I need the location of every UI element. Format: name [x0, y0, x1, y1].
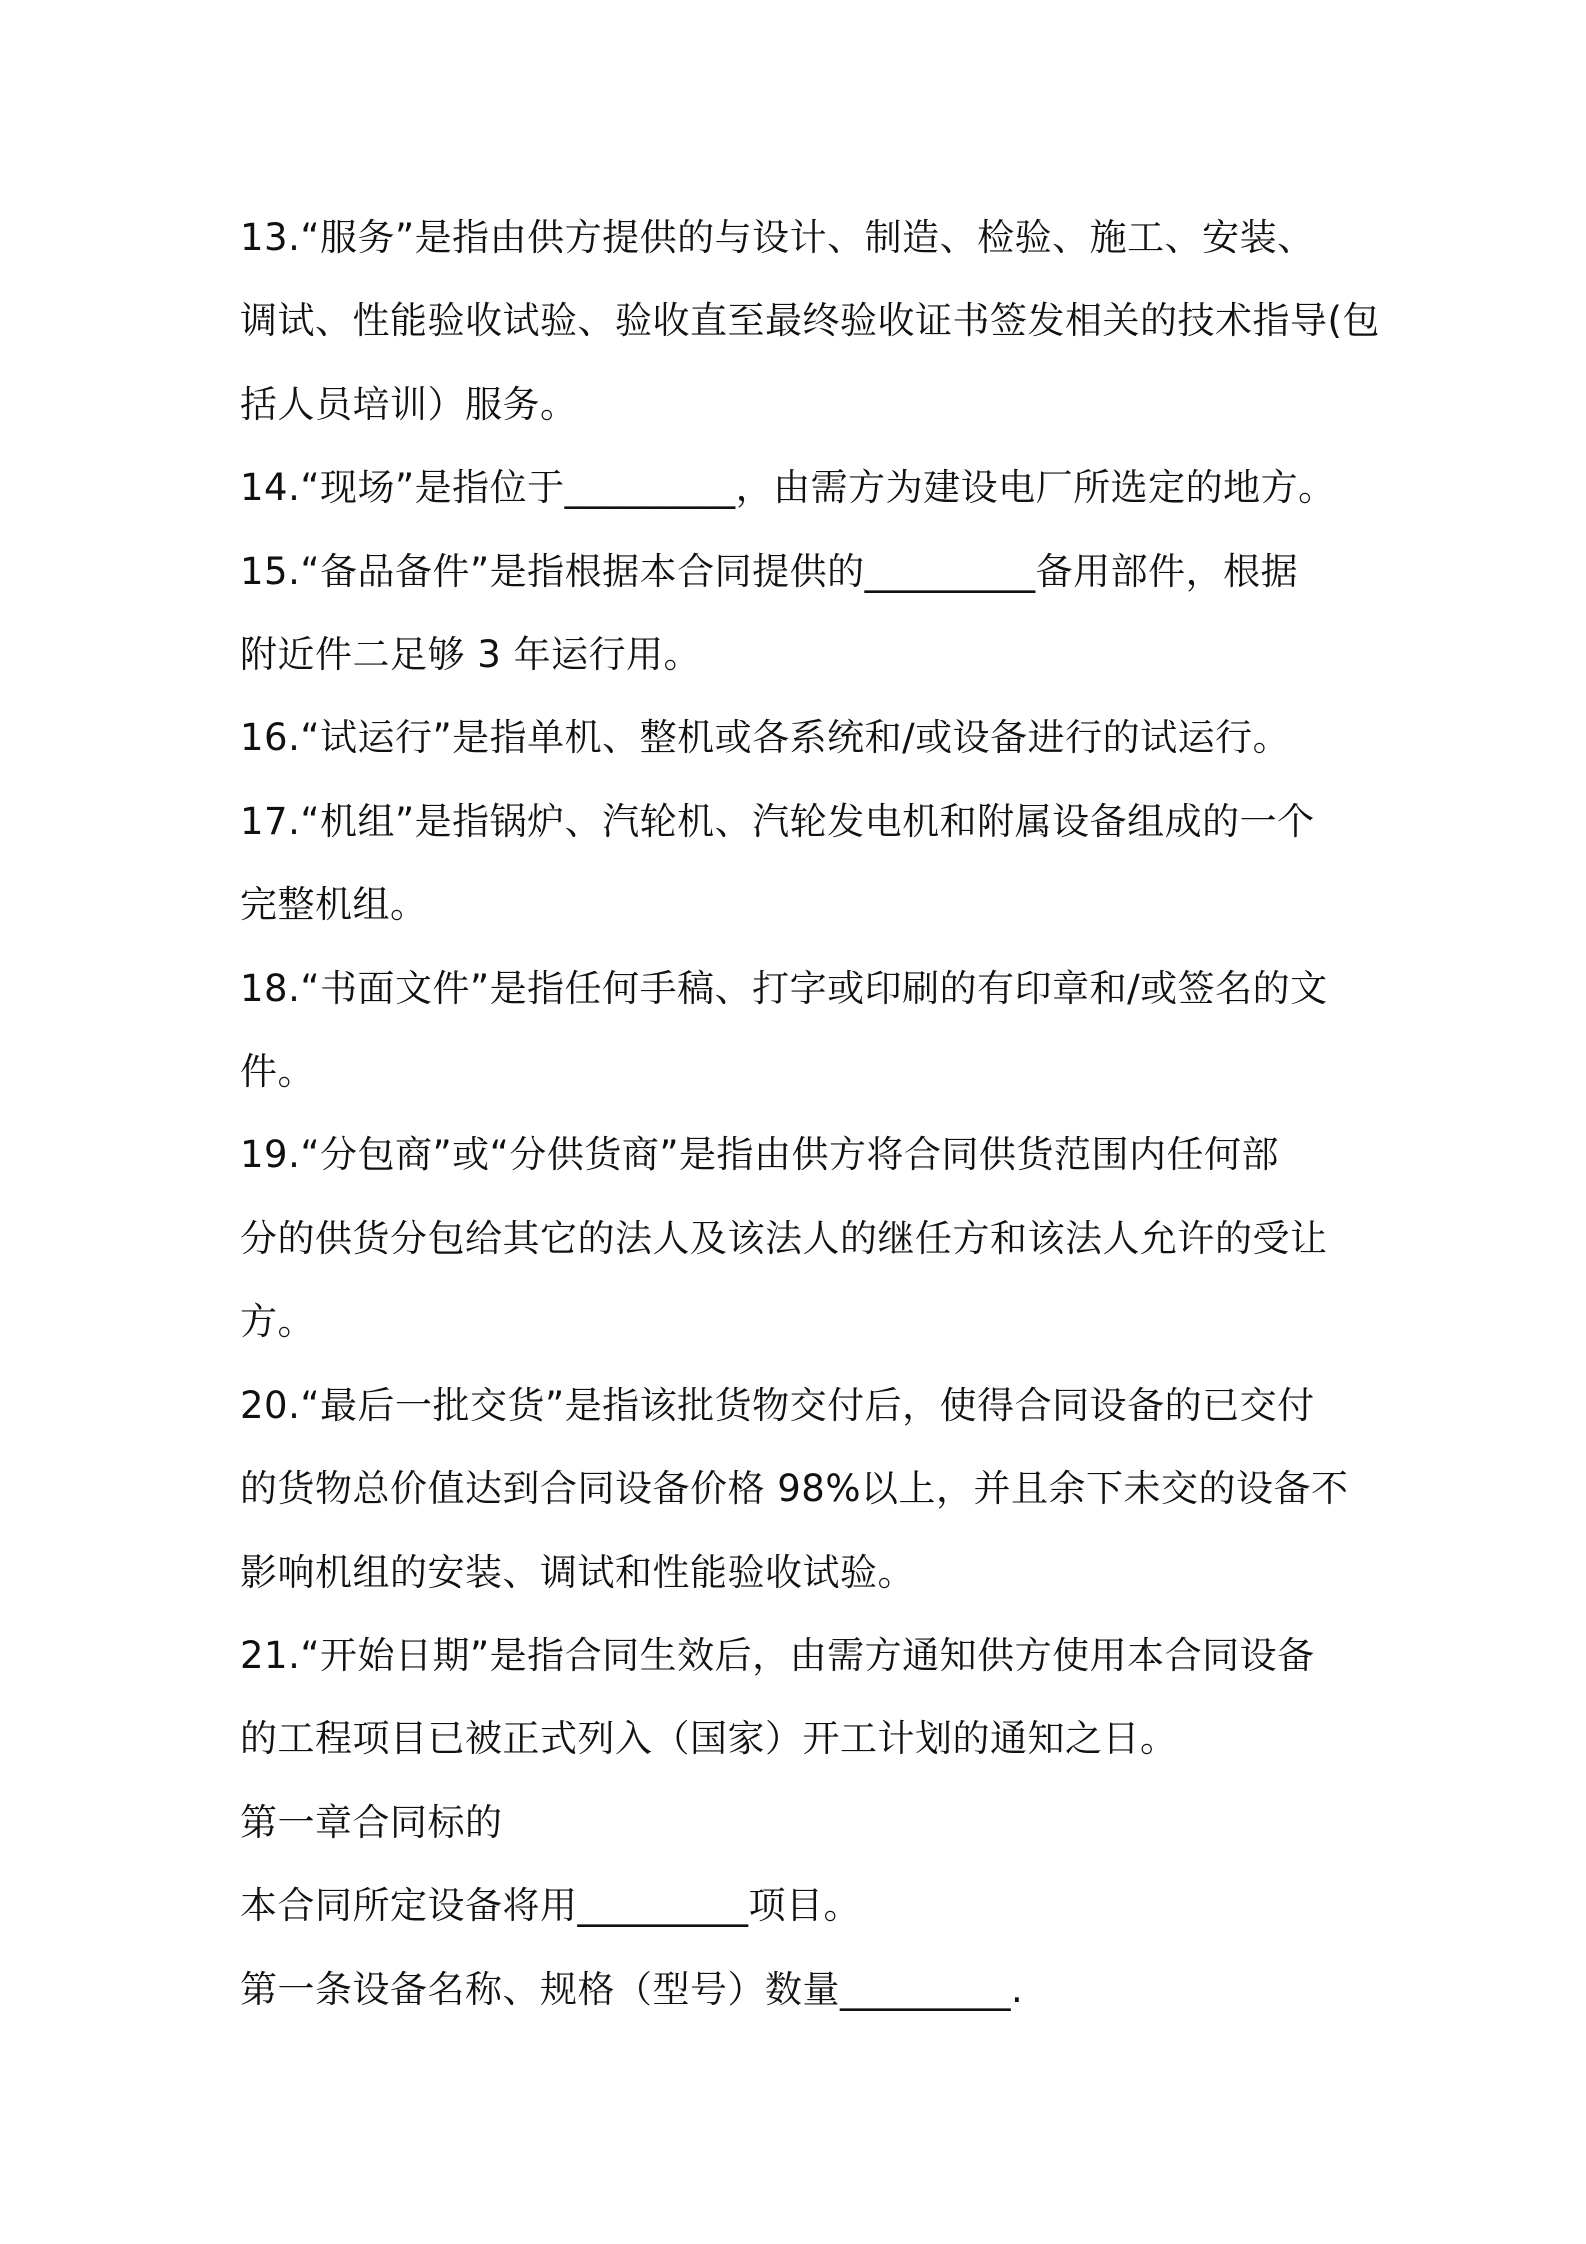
text-line: 21.“开始日期”是指合同生效后，由需方通知供方使用本合同设备: [240, 1633, 1315, 1677]
text-line: 附近件二足够 3 年运行用。: [240, 633, 702, 677]
text-line: 的货物总价值达到合同设备价格 98%以上，并且余下未交的设备不: [240, 1467, 1349, 1511]
definition-13: [240, 196, 1380, 446]
definition-14: [240, 446, 1360, 529]
text-line: 17.“机组”是指锅炉、汽轮机、汽轮发电机和附属设备组成的一个: [240, 799, 1315, 843]
text-line: 第一章合同标的: [240, 1800, 503, 1844]
text-line: 方。: [240, 1300, 315, 1344]
definition-19: [240, 1113, 1360, 1363]
text-line: 16.“试运行”是指单机、整机或各系统和/或设备进行的试运行。: [240, 716, 1291, 760]
definition-15: [240, 530, 1360, 697]
definition-16: [240, 696, 1360, 779]
text-line: 调试、性能验收试验、验收直至最终验收证书签发相关的技术指导(包: [240, 299, 1380, 343]
text-line: 20.“最后一批交货”是指该批货物交付后，使得合同设备的已交付: [240, 1383, 1315, 1427]
text-line: 括人员培训）服务。: [240, 382, 578, 426]
text-line: 18.“书面文件”是指任何手稿、打字或印刷的有印章和/或签名的文: [240, 966, 1328, 1010]
text-line: 本合同所定设备将用_________项目。: [240, 1884, 861, 1928]
text-line: 影响机组的安装、调试和性能验收试验。: [240, 1550, 915, 1594]
text-line: 15.“备品备件”是指根据本合同提供的_________备用部件，根据: [240, 549, 1299, 593]
definition-17: [240, 780, 1360, 947]
definition-20: [240, 1364, 1360, 1614]
article-1: [240, 1948, 1360, 2031]
text-line: 的工程项目已被正式列入（国家）开工计划的通知之日。: [240, 1717, 1178, 1761]
text-line: 分的供货分包给其它的法人及该法人的继任方和该法人允许的受让: [240, 1216, 1328, 1260]
document-body: [240, 196, 1380, 2031]
text-line: 件。: [240, 1050, 315, 1094]
text-line: 19.“分包商”或“分供货商”是指由供方将合同供货范围内任何部: [240, 1133, 1280, 1177]
text-line: 14.“现场”是指位于_________，由需方为建设电厂所选定的地方。: [240, 466, 1336, 510]
chapter-heading: [240, 1781, 1360, 1864]
text-line: 13.“服务”是指由供方提供的与设计、制造、检验、施工、安装、: [240, 216, 1315, 259]
text-line: 完整机组。: [240, 883, 428, 927]
definition-18: [240, 947, 1360, 1114]
project-statement: [240, 1864, 1360, 1947]
definition-21: [240, 1614, 1360, 1781]
text-line: 第一条设备名称、规格（型号）数量_________.: [240, 1967, 1024, 2011]
